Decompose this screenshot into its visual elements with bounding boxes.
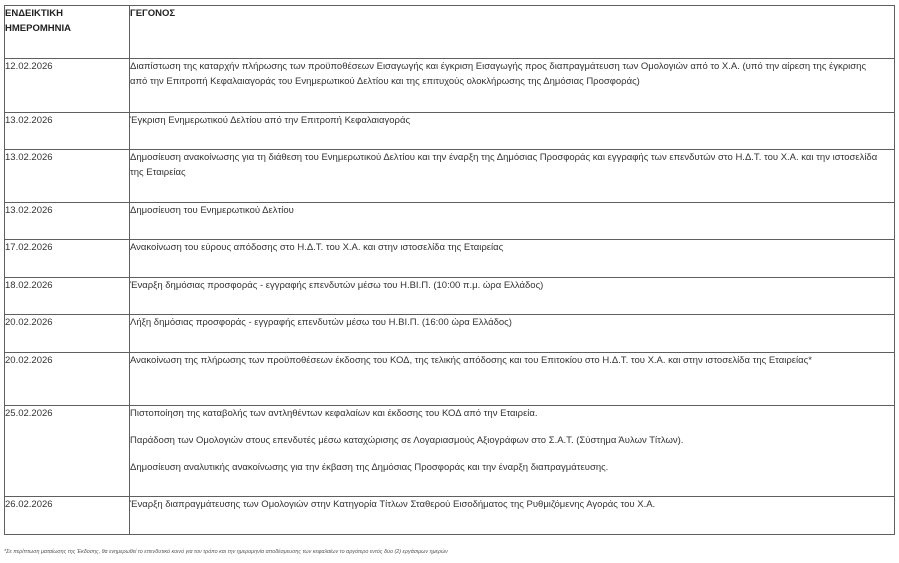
row-date: 13.02.2026 (5, 203, 130, 240)
row-event (130, 59, 895, 113)
event-text: Έναρξη δημόσιας προσφοράς - εγγραφής επενδυτών μέσω του Η.ΒΙ.Π. (10:00 π.μ. ώρα Ελλάδος) (130, 280, 544, 291)
row-date: 20.02.2026 (5, 315, 130, 353)
row-date: 26.02.2026 (5, 497, 130, 535)
table-row (5, 278, 895, 315)
header-date: ΕΝΔΕΙΚΤΙΚΗ ΗΜΕΡΟΜΗΝΙΑ (5, 6, 130, 59)
row-event (130, 203, 895, 240)
row-event (130, 240, 895, 278)
event-text: Πιστοποίηση της καταβολής των αντληθέντων κεφαλαίων και έκδοσης του ΚΟΔ από την Εταιρεία. (130, 408, 538, 419)
event-text: Ανακοίνωση του εύρους απόδοσης στο Η.Δ.Τ. του Χ.Α. και στην ιστοσελίδα της Εταιρείας (130, 242, 504, 253)
row-event (130, 497, 895, 535)
event-text: Έναρξη διαπραγμάτευσης των Ομολογιών στην Κατηγορία Τίτλων Σταθερού Εισοδήματος της Ρυθμιζόμενης Αγοράς του Χ.Α. (130, 499, 656, 510)
table-row (5, 113, 895, 150)
row-event (130, 406, 895, 497)
event-text: Δημοσίευση αναλυτικής ανακοίνωσης για την έκβαση της Δημόσιας Προσφοράς και την έναρξη διαπραγμάτευσης. (130, 462, 609, 473)
event-text: Διαπίστωση της καταρχήν πλήρωσης των προϋποθέσεων Εισαγωγής και έγκριση Εισαγωγής προς διαπραγμάτευση των Ομολογιών από το Χ.Α. (υπό την αίρεση της έγκρισης από την Επιτροπή Κεφαλαιαγοράς του Ενημερωτικού Δελτίου και της επιτυχούς ολοκλήρωσης της Δημόσιας Προσφοράς) (130, 61, 867, 87)
table-row (5, 406, 895, 497)
footnote: *Σε περίπτωση ματαίωσης της Έκδοσης, θα ενημερωθεί το επενδυτικό κοινό για τον τρόπο και την ημερομηνία αποδέσμευσης των κεφαλαίων το αργότερο εντός δύο (2) εργάσιμων ημερών (4, 549, 448, 555)
row-date: 25.02.2026 (5, 406, 130, 497)
table-row (5, 203, 895, 240)
event-text: Παράδοση των Ομολογιών στους επενδυτές μέσω καταχώρισης σε Λογαριασμούς Αξιογράφων στο Σ.Α.Τ. (Σύστημα Άυλων Τίτλων). (130, 435, 684, 446)
header-event: ΓΕΓΟΝΟΣ (130, 6, 895, 59)
row-event (130, 353, 895, 406)
row-date: 17.02.2026 (5, 240, 130, 278)
row-event (130, 278, 895, 315)
row-date: 13.02.2026 (5, 113, 130, 150)
table-row (5, 150, 895, 203)
event-text: Λήξη δημόσιας προσφοράς - εγγραφής επενδυτών μέσω του Η.ΒΙ.Π. (16:00 ώρα Ελλάδος) (130, 317, 512, 328)
row-event (130, 150, 895, 203)
event-text: Ανακοίνωση της πλήρωσης των προϋποθέσεων έκδοσης του ΚΟΔ, της τελικής απόδοσης και του Επιτοκίου στο Η.Δ.Τ. του Χ.Α. και στην ιστοσελίδα της Εταιρείας* (130, 355, 812, 366)
event-text: Δημοσίευση ανακοίνωσης για τη διάθεση του Ενημερωτικού Δελτίου και την έναρξη της Δημόσιας Προσφοράς και εγγραφής των επενδυτών στο Η.Δ.Τ. του Χ.Α. και την ιστοσελίδα της Εταιρείας (130, 152, 878, 178)
event-text: Δημοσίευση του Ενημερωτικού Δελτίου (130, 205, 294, 216)
row-date: 12.02.2026 (5, 59, 130, 113)
row-date: 18.02.2026 (5, 278, 130, 315)
row-event (130, 315, 895, 353)
table-row (5, 497, 895, 535)
row-date: 20.02.2026 (5, 353, 130, 406)
table-row (5, 59, 895, 113)
table-row (5, 240, 895, 278)
table-header-row (5, 6, 895, 59)
table-row (5, 315, 895, 353)
event-text: Έγκριση Ενημερωτικού Δελτίου από την Επιτροπή Κεφαλαιαγοράς (130, 115, 411, 126)
row-event (130, 113, 895, 150)
table-row (5, 353, 895, 406)
row-date: 13.02.2026 (5, 150, 130, 203)
schedule-table (4, 5, 895, 535)
